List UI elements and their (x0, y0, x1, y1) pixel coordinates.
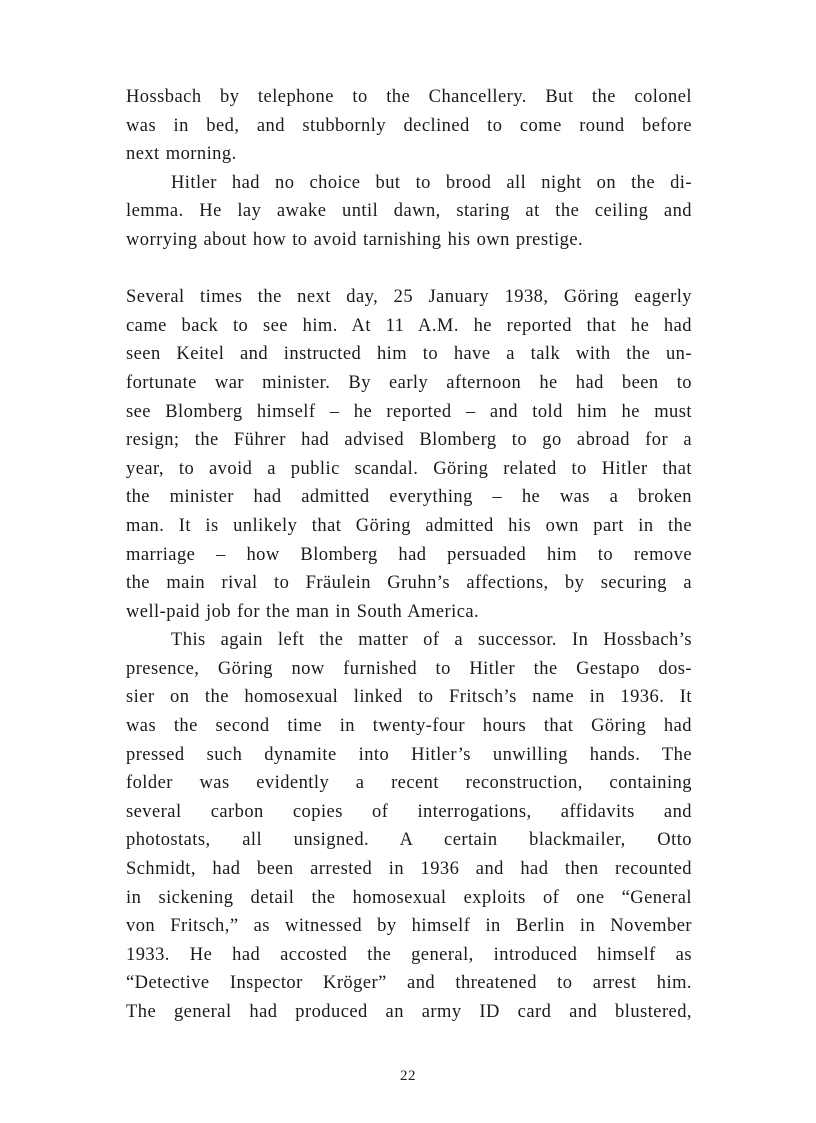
text-line: marriage – how Blomberg had persuaded him to remove (126, 544, 692, 565)
text-line: several carbon copies of interrogations, affidavits and (126, 801, 692, 822)
text-line: “Detective Inspector Kröger” and threatened to arrest him. (126, 973, 692, 994)
text-line: fortunate war minister. By early afternoon he had been to (126, 372, 692, 393)
text-line: the main rival to Fräulein Gruhn’s affections, by securing a (126, 573, 692, 594)
section-break (126, 255, 692, 284)
text-line: Schmidt, had been arrested in 1936 and had then recounted (126, 859, 692, 880)
text-line: presence, Göring now furnished to Hitler the Gestapo dos- (126, 658, 692, 679)
text-line: folder was evidently a recent reconstruction, containing (126, 773, 692, 794)
text-line: Hossbach by telephone to the Chancellery. But the colonel (126, 87, 692, 107)
text-line: sier on the homosexual linked to Fritsch’s name in 1936. It (126, 687, 692, 708)
paragraph (126, 169, 692, 255)
text-line: 1933. He had accosted the general, introduced himself as (126, 944, 692, 965)
text-line: was in bed, and stubbornly declined to come round before (126, 115, 692, 136)
text-line: the minister had admitted everything – he was a broken (126, 487, 692, 508)
text-line: photostats, all unsigned. A certain blackmailer, Otto (126, 830, 692, 851)
text-line: well-paid job for the man in South America. (126, 601, 480, 622)
text-line: in sickening detail the homosexual exploits of one “General (126, 887, 692, 908)
text-line: lemma. He lay awake until dawn, staring at the ceiling and (126, 201, 692, 222)
text-line: was the second time in twenty-four hours that Göring had (126, 716, 692, 737)
text-line: Several times the next day, 25 January 1938, Göring eagerly (126, 287, 692, 308)
text-line: man. It is unlikely that Göring admitted his own part in the (126, 515, 692, 536)
text-line: year, to avoid a public scandal. Göring related to Hitler that (126, 458, 692, 479)
text-line: came back to see him. At 11 A.M. he reported that he had (126, 315, 692, 336)
text-line: worrying about how to avoid tarnishing his own prestige. (126, 229, 584, 250)
paragraph (126, 83, 692, 169)
text-line: resign; the Führer had advised Blomberg to go abroad for a (126, 430, 692, 451)
page-body (126, 83, 692, 1027)
text-line: pressed such dynamite into Hitler’s unwilling hands. The (126, 744, 692, 765)
text-line: von Fritsch,” as witnessed by himself in Berlin in November (126, 916, 692, 937)
paragraph (126, 283, 692, 626)
text-line: The general had produced an army ID card and blustered, (126, 1002, 692, 1022)
text-line: next morning. (126, 144, 237, 165)
page-number: 22 (400, 1068, 416, 1084)
text-line: see Blomberg himself – he reported – and told him he must (126, 401, 692, 422)
text-line: Hitler had no choice but to brood all night on the di- (171, 172, 692, 193)
text-line: seen Keitel and instructed him to have a talk with the un- (126, 344, 692, 365)
text-line: This again left the matter of a successor. In Hossbach’s (171, 630, 692, 651)
paragraph (126, 626, 692, 1026)
